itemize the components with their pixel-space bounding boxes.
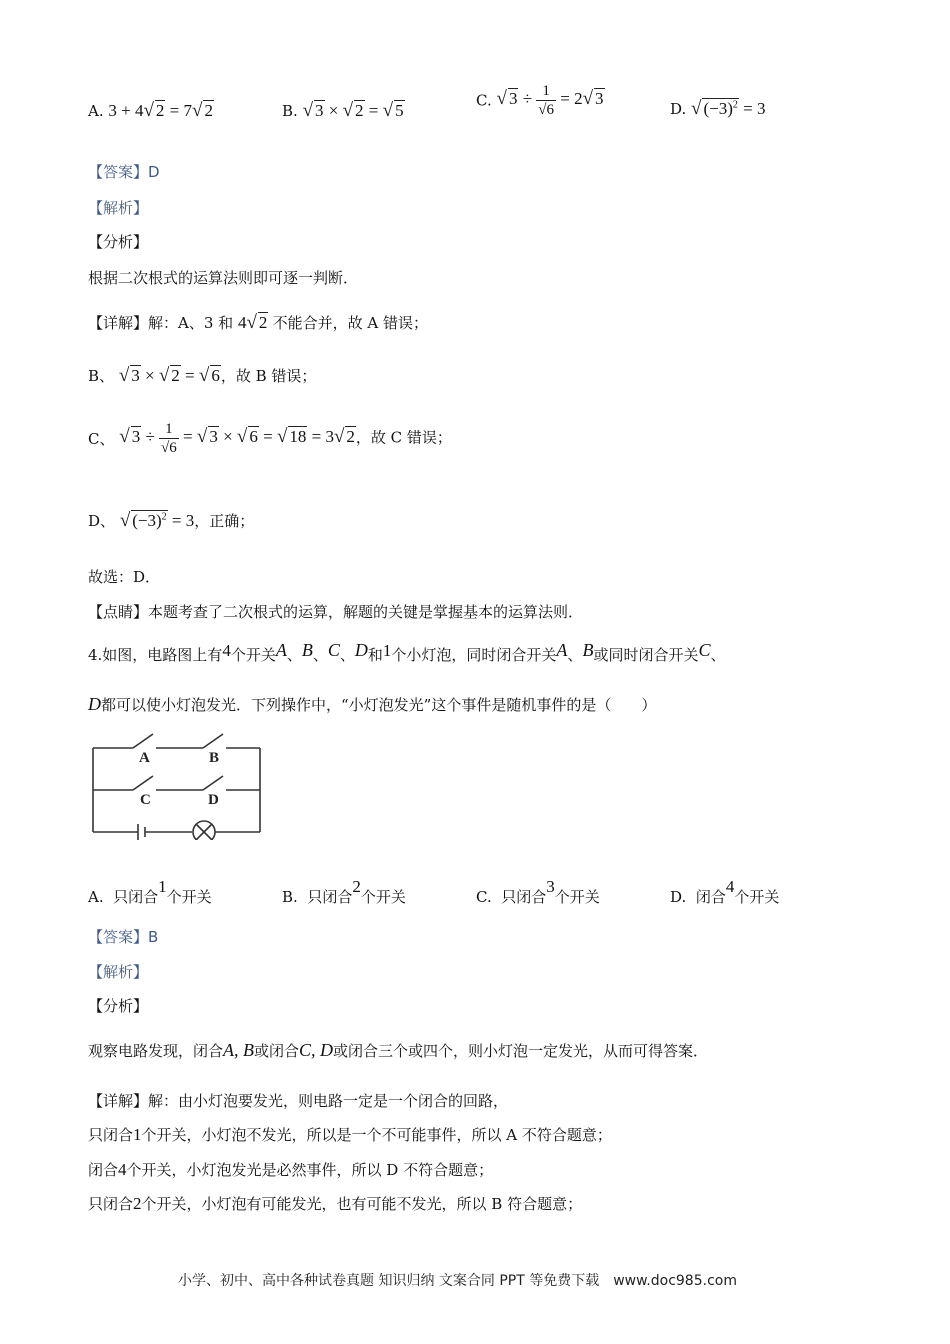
q3-jiexi-tag: 【解析】 (88, 199, 149, 217)
q3-option-c-expr: √ 3 ÷ $\frac{1}{√6}$ = 2√ 3 (496, 83, 604, 118)
page-footer: 小学、初中、高中各种试卷真题 知识归纳 文案合同 PPT 等免费下载 www.doc985.com (178, 1273, 737, 1289)
switch-d-label: D (208, 792, 219, 808)
q4-option-d: D. 闭合4个开关 (670, 877, 780, 906)
q4-option-c: C. 只闭合3个开关 (476, 877, 600, 906)
q4-analysis: 观察电路发现，闭合A, B或闭合C, D或闭合三个或四个，则小灯泡一定发光，从而可得答案． (88, 1040, 709, 1060)
q3-fenxi-tag: 【分析】 (88, 233, 149, 251)
q4-option-b: B. 只闭合2个开关 (282, 877, 406, 906)
switch-c-label: C (140, 792, 151, 808)
q3-dianjing: 【点睛】本题考查了二次根式的运算，解题的关键是掌握基本的运算法则． (88, 603, 584, 621)
q3-option-a: A. 3 + 4√ 2 = 7√ 2 (88, 100, 213, 121)
q4-option-a: A. 只闭合1个开关 (88, 877, 212, 906)
switch-b-label: B (209, 750, 220, 766)
q3-choice: 故选：D． (88, 568, 161, 586)
q3-analysis-text: 根据二次根式的运算法则即可逐一判断． (88, 269, 359, 287)
q4-detail-4: 只闭合2个开关，小灯泡有可能发光，也有可能不发光，所以 B 符合题意； (88, 1194, 583, 1213)
q4-answer: 【答案】B (88, 928, 159, 946)
q4-detail-3: 闭合4个开关，小灯泡发光是必然事件，所以 D 不符合题意； (88, 1160, 494, 1179)
q3-option-b: B. √ 3 × √ 2 = √ 5 (282, 100, 404, 121)
q3-detail-b: B、 √ 3 × √ 2 = √ 6，故 B 错误； (88, 365, 317, 386)
q4-detail-1: 【详解】解：由小灯泡要发光，则电路一定是一个闭合的回路， (88, 1092, 509, 1110)
q3-option-b-expr: √ 3 × √ 2 = √ 5 (302, 100, 404, 121)
q3-option-c: C. √ 3 ÷ $\frac{1}{√6}$ = 2√ 3 (476, 83, 604, 118)
q3-answer: 【答案】D (88, 163, 160, 181)
q3-option-d-expr: √ $(-3)^2 = 3$ (691, 98, 766, 119)
q4-stem-line1: 4.如图，电路图上有4个开关A、B、C、D和1个小灯泡，同时闭合开关A、B或同时闭合开关C、 (88, 640, 726, 664)
q3-detail-c: C、 √ 3 ÷ $\frac{1}{√6}$ = √ 3 × √ 6 = √ 18 = 3√ 2，故 C 错误； (88, 421, 452, 456)
q4-jiexi-tag: 【解析】 (88, 963, 149, 981)
q3-detail-d: D、 √ $(-3)^2 = 3$，正确； (88, 510, 255, 531)
circuit-diagram (88, 730, 268, 840)
q3-option-a-expr: 3 + 4√ 2 = 7√ 2 (108, 100, 213, 121)
q4-fenxi-tag: 【分析】 (88, 997, 149, 1015)
q3-option-d: D. √ $(-3)^2 = 3$ (670, 98, 766, 119)
q3-detail-a: 【详解】解：A、3 和 4√ 2 不能合并，故 A 错误； (88, 312, 429, 333)
q4-detail-2: 只闭合1个开关，小灯泡不发光，所以是一个不可能事件，所以 A 不符合题意； (88, 1125, 612, 1144)
switch-a-label: A (139, 750, 150, 766)
q4-stem-line2: D都可以使小灯泡发光．下列操作中，“小灯泡发光”这个事件是随机事件的是（ ） (88, 694, 657, 714)
